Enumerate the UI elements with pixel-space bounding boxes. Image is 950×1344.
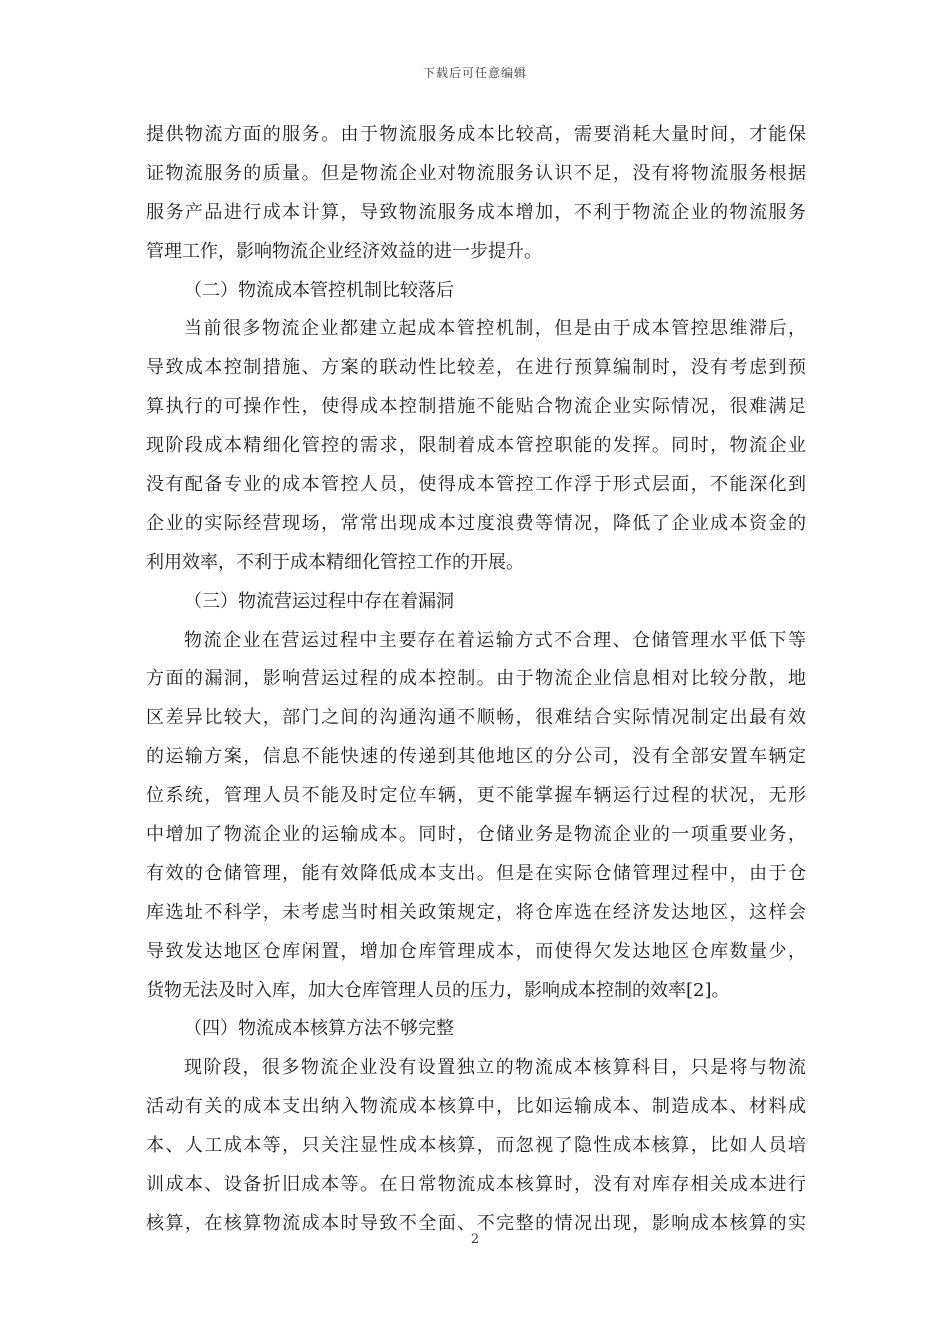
text-line: 有效的仓储管理，能有效降低成本支出。但是在实际仓储管理过程中，由于仓 <box>146 862 806 884</box>
text-line: 的运输方案，信息不能快速的传递到其他地区的分公司，没有全部安置车辆定 <box>146 746 806 768</box>
text-line: 核算，在核算物流成本时导致不全面、不完整的情况出现，影响成本核算的实 <box>146 1212 806 1234</box>
text-line: 训成本、设备折旧成本等。在日常物流成本核算时，没有对库存相关成本进行 <box>146 1174 806 1196</box>
text-line: 本、人工成本等，只关注显性成本核算，而忽视了隐性成本核算，比如人员培 <box>146 1135 806 1157</box>
section-heading: （三）物流营运过程中存在着漏洞 <box>184 590 454 612</box>
text-line: 服务产品进行成本计算，导致物流服务成本增加，不利于物流企业的物流服务 <box>146 201 806 223</box>
text-line: 利用效率，不利于成本精细化管控工作的开展。 <box>146 551 524 573</box>
text-line: 物流企业在营运过程中主要存在着运输方式不合理、仓储管理水平低下等 <box>184 629 806 651</box>
text-line: 区差异比较大，部门之间的沟通沟通不顺畅，很难结合实际情况制定出最有效 <box>146 707 806 729</box>
text-line: 现阶段，很多物流企业没有设置独立的物流成本核算科目，只是将与物流 <box>184 1057 806 1079</box>
page-number: 2 <box>470 1232 480 1247</box>
section-heading: （二）物流成本管控机制比较落后 <box>184 279 454 301</box>
text-line: 导致发达地区仓库闲置，增加仓库管理成本，而使得欠发达地区仓库数量少， <box>146 940 806 962</box>
text-line: 方面的漏洞，影响营运过程的成本控制。由于物流企业信息相对比较分散，地 <box>146 668 806 690</box>
text-line: 管理工作，影响物流企业经济效益的进一步提升。 <box>146 240 542 262</box>
text-line: 现阶段成本精细化管控的需求，限制着成本管控职能的发挥。同时，物流企业 <box>146 435 806 457</box>
text-line: 导致成本控制措施、方案的联动性比较差，在进行预算编制时，没有考虑到预 <box>146 357 806 379</box>
text-line: 企业的实际经营现场，常常出现成本过度浪费等情况，降低了企业成本资金的 <box>146 512 806 534</box>
section-heading: （四）物流成本核算方法不够完整 <box>184 1018 454 1040</box>
text-line: 当前很多物流企业都建立起成本管控机制，但是由于成本管控思维滞后， <box>184 318 806 340</box>
text-line: 位系统，管理人员不能及时定位车辆，更不能掌握车辆运行过程的状况，无形 <box>146 785 806 807</box>
text-line: 货物无法及时入库，加大仓库管理人员的压力，影响成本控制的效率[2]。 <box>146 979 730 1001</box>
text-line: 算执行的可操作性，使得成本控制措施不能贴合物流企业实际情况，很难满足 <box>146 396 806 418</box>
text-line: 中增加了物流企业的运输成本。同时，仓储业务是物流企业的一项重要业务， <box>146 824 806 846</box>
text-line: 证物流服务的质量。但是物流企业对物流服务认识不足，没有将物流服务根据 <box>146 162 806 184</box>
page-header: 下载后可任意编辑 <box>422 66 527 80</box>
text-line: 活动有关的成本支出纳入物流成本核算中，比如运输成本、制造成本、材料成 <box>146 1096 806 1118</box>
text-line: 没有配备专业的成本管控人员，使得成本管控工作浮于形式层面，不能深化到 <box>146 474 806 496</box>
text-line: 提供物流方面的服务。由于物流服务成本比较高，需要消耗大量时间，才能保 <box>146 124 806 145</box>
body-text <box>146 116 806 1244</box>
text-line: 库选址不科学，未考虑当时相关政策规定，将仓库选在经济发达地区，这样会 <box>146 901 806 923</box>
